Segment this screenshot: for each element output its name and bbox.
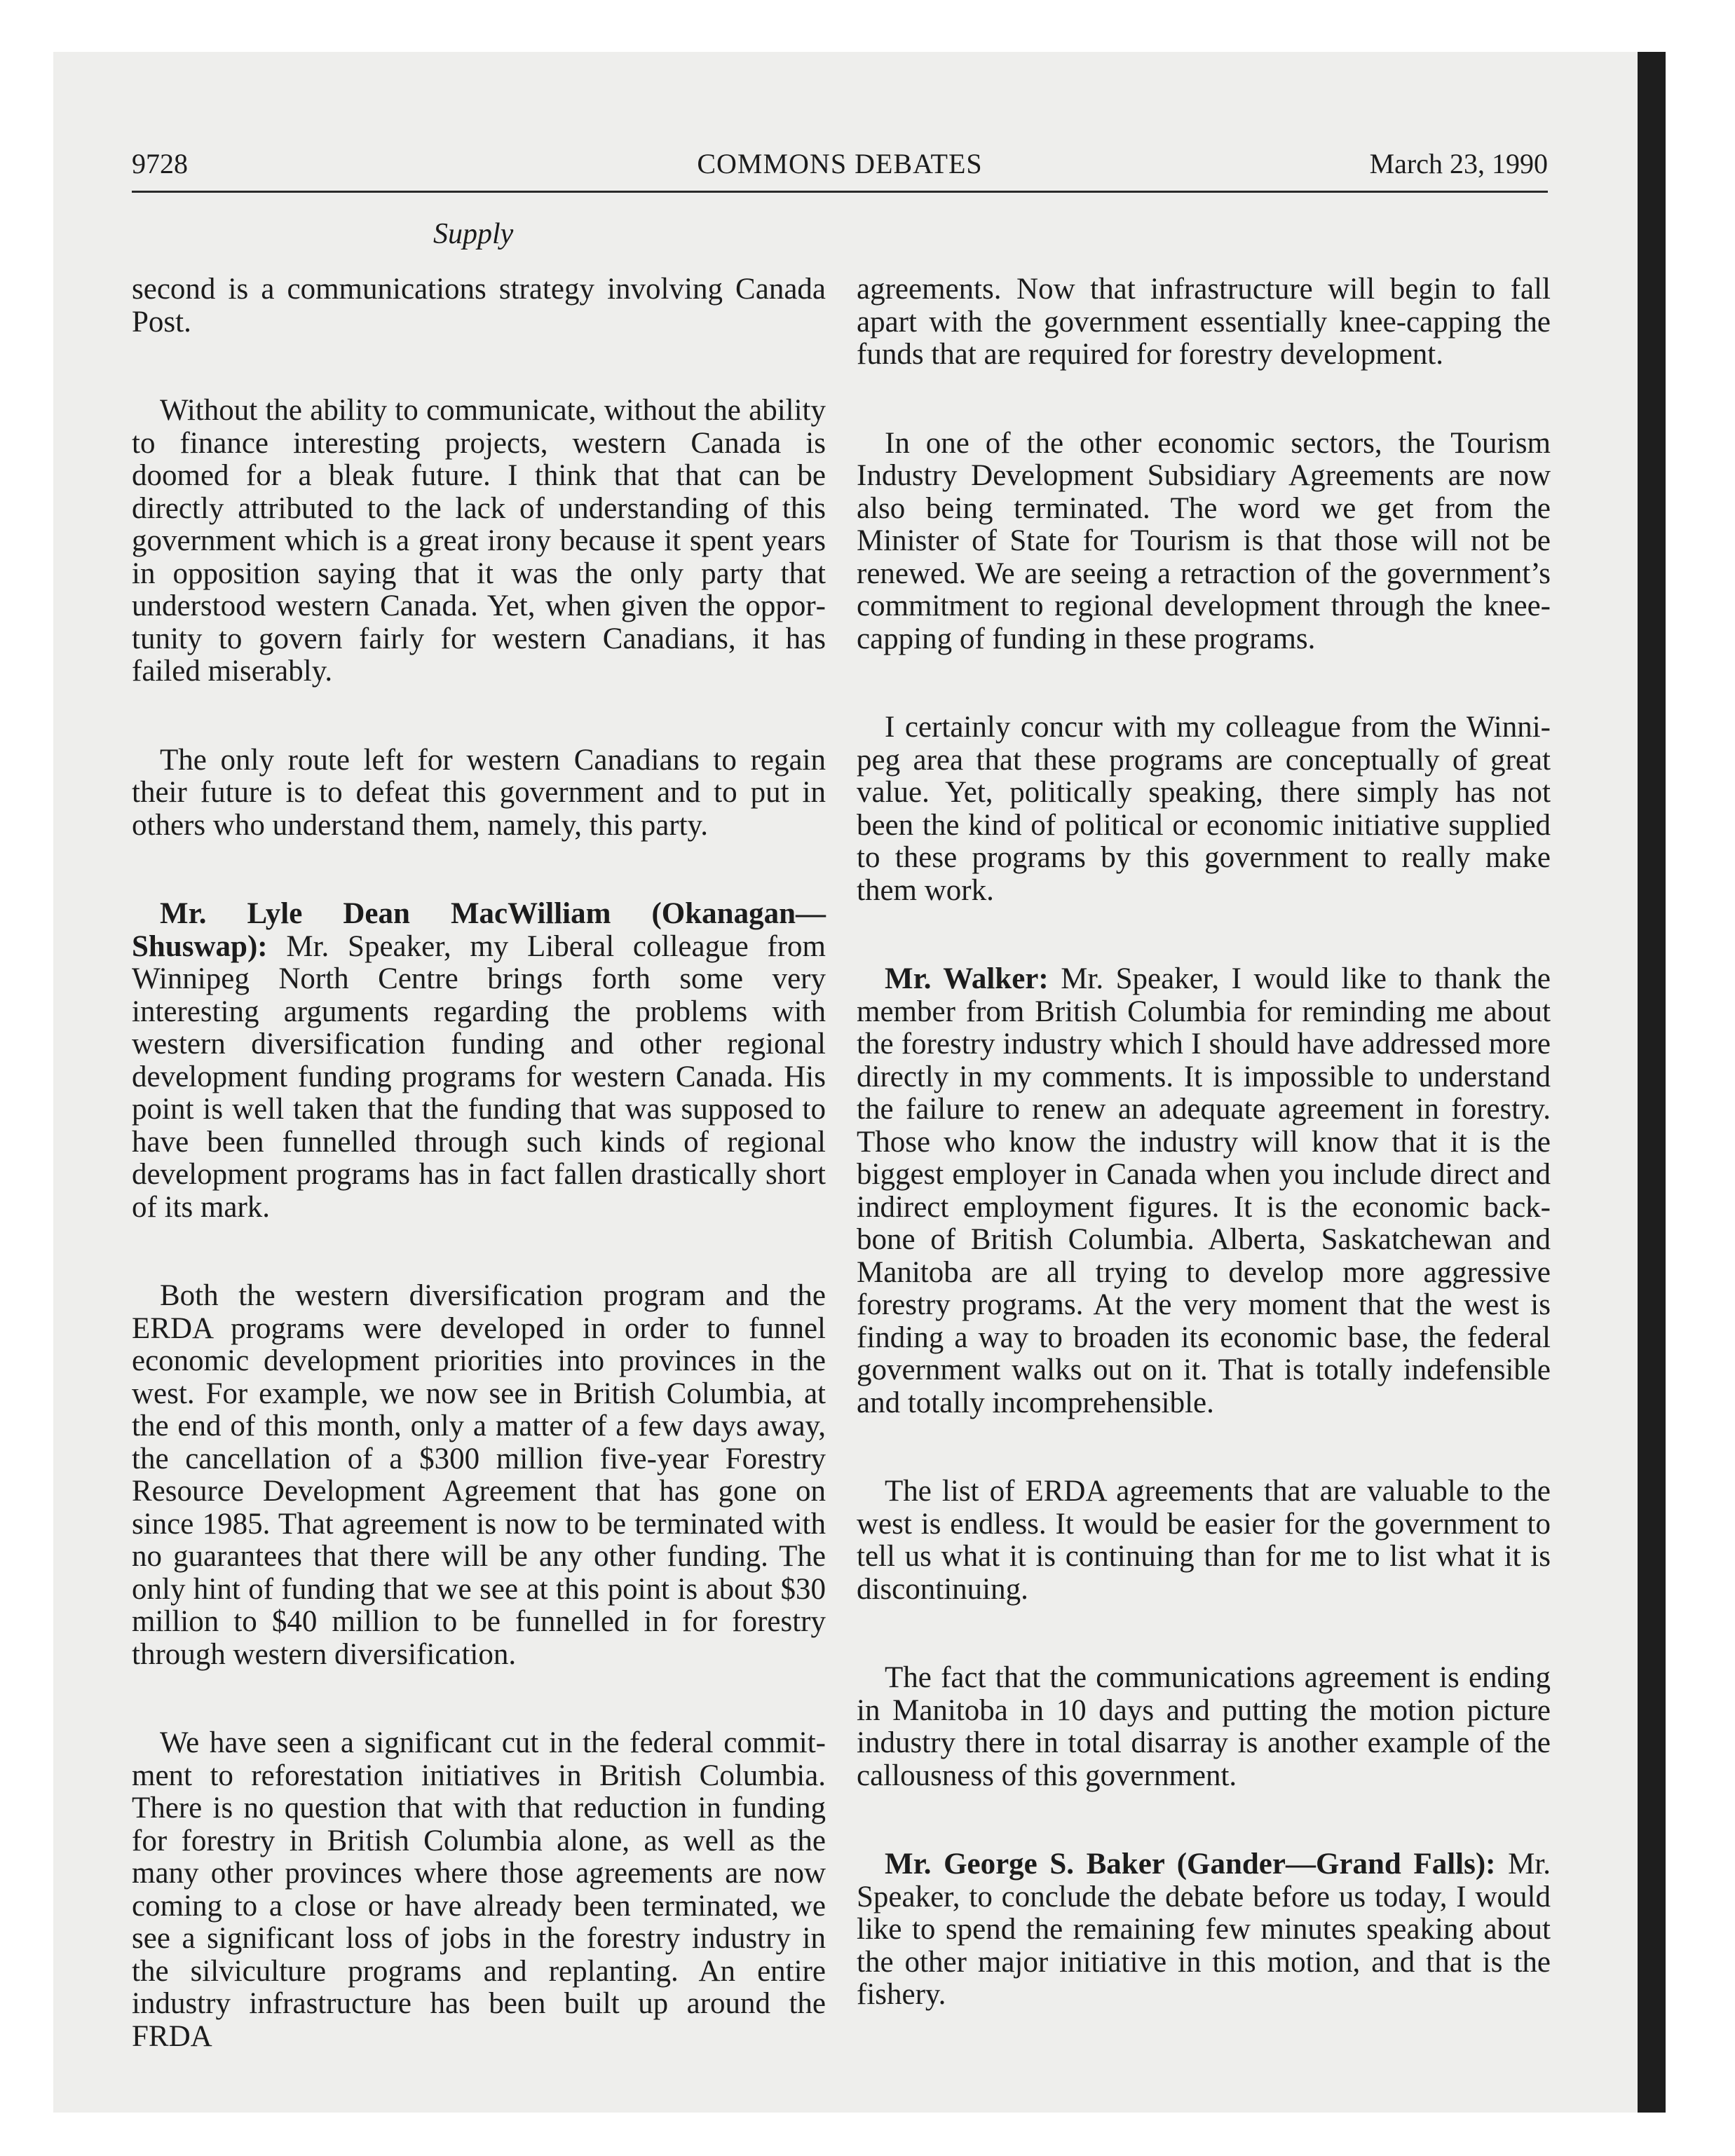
speaker-name: Mr. Lyle Dean MacWilliam (Okanagan—Shuswap): xyxy=(132,897,826,963)
speaker-name: Mr. George S. Baker (Gander—Grand Falls): xyxy=(885,1848,1496,1881)
debate-date: March 23, 1990 xyxy=(1369,148,1548,179)
paragraph: Both the western diversification program and the ERDA programs were developed in order to funnel economic development priorities into provinces in the west. For example, we now see in British Columbia, at the end of this month, only a matter of a few days away, the cancellation of a $300 million five-year Forestry Resource Development Agreement that has gone on since 1985. That agreement is now to be terminated with no guarantees that there will be any other funding. The only hint of funding that we see at this point is about $30 million to $40 million to be funnelled in for forestry through western diversification. xyxy=(132,1279,826,1671)
speech-paragraph xyxy=(857,963,1551,1419)
paragraph: The list of ERDA agreements that are valuable to the west is endless. It would be easier for the government to tell us what it is continuing than for me to list what it is discontinuing. xyxy=(857,1475,1551,1606)
page-header xyxy=(132,140,1548,193)
paragraph: We have seen a significant cut in the federal commitment to reforestation initiatives in British Columbia. There is no question that with that reduction in funding for forestry in British Columbia alone, as well as the many other provinces where those agreements are now coming to a close or have already been terminated, we see a significant loss of jobs in the forestry industry in the silviculture programs and replanting. An entire industry infrastructure has been built up around the FRDA xyxy=(132,1726,826,2053)
left-column xyxy=(132,273,826,2109)
right-column xyxy=(857,273,1551,2068)
paragraph: The only route left for western Canadians to regain their future is to defeat this government and to put in others who understand them, namely, this party. xyxy=(132,743,826,842)
paragraph: The fact that the communications agreement is ending in Manitoba in 10 days and putting the motion picture industry there in total disarray is another example of the callousness of this government. xyxy=(857,1661,1551,1792)
speech-paragraph xyxy=(132,898,826,1224)
speech-paragraph xyxy=(857,1848,1551,2012)
paragraph: Without the ability to communicate, without the ability to finance interesting projects, western Canada is doomed for a bleak future. I think that that can be directly attributed to the lack of understanding of this government which is a great irony because it spent years in opposition saying that it was the only party that understood western Canada. Yet, when given the opportunity to govern fairly for western Canadians, it has failed miserably. xyxy=(132,394,826,688)
speech-text: Mr. Speaker, my Liberal colleague from Winnipeg North Centre brings forth some very interesting arguments regarding the problems with western diversification funding and other regional development funding programs for western Canada. His point is well taken that the funding that was supposed to have been funnelled through such kinds of regional development programs has in fact fallen drastically short of its mark. xyxy=(132,929,826,1224)
speech-text: Mr. Speaker, to conclude the debate before us today, I would like to spend the remaining few minutes speaking about the other major initiative in this motion, and that is the fishery. xyxy=(857,1848,1551,2011)
paragraph: agreements. Now that infrastructure will begin to fall apart with the government essentially knee-capping the funds that are required for forestry development. xyxy=(857,273,1551,371)
speaker-name: Mr. Walker: xyxy=(885,962,1049,995)
publication-title: COMMONS DEBATES xyxy=(697,148,983,179)
paragraph: I certainly concur with my colleague from the Winnipeg area that these programs are conceptually of great value. Yet, politically speaking, there simply has not been the kind of political or economic initiative supplied to these programs by this government to really make them work. xyxy=(857,711,1551,907)
paragraph: second is a communications strategy involving Canada Post. xyxy=(132,273,826,339)
page-number: 9728 xyxy=(132,148,188,179)
scan-edge-bar xyxy=(1638,52,1666,2113)
speech-text: Mr. Speaker, I would like to thank the member from British Columbia for reminding me about the forestry industry which I should have addressed more directly in my comments. It is impossible to understand the failure to renew an adequate agreement in forestry. Those who know the industry will know that it is the biggest employer in Canada when you include direct and indirect employment figures. It is the economic backbone of British Columbia. Alberta, Saskatchewan and Manitoba are all trying to develop more aggressive forestry programs. At the very moment that the west is finding a way to broaden its economic base, the federal government walks out on it. That is totally indefensible and totally incomprehensible. xyxy=(857,962,1551,1419)
section-title: Supply xyxy=(433,218,514,250)
paragraph: In one of the other economic sectors, the Tourism Industry Development Subsidiary Agreements are now also being terminated. The word we get from the Minister of State for Tourism is that those will not be renewed. We are seeing a retraction of the government’s commitment to regional development through the kneecapping of funding in these programs. xyxy=(857,426,1551,655)
